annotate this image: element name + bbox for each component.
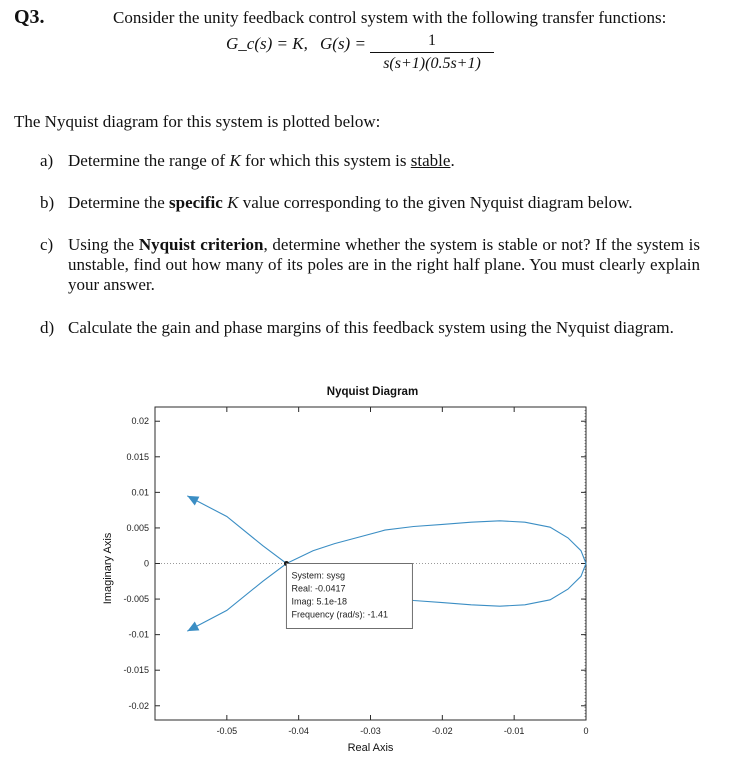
part-b-label: b) <box>40 193 55 212</box>
equation-g-lhs: G(s) = <box>320 34 366 53</box>
part-c-label: c) <box>40 235 54 254</box>
x-tick-label: -0.03 <box>360 726 381 736</box>
part-d-label: d) <box>40 318 55 337</box>
part-d <box>40 318 700 338</box>
part-a <box>40 151 700 171</box>
x-axis-label: Real Axis <box>347 742 394 754</box>
x-tick-label: -0.04 <box>288 726 309 736</box>
y-tick-label: 0 <box>143 558 149 569</box>
question-statement: Consider the unity feedback control system with the following transfer functions: <box>113 8 667 27</box>
x-tick-label: -0.05 <box>216 726 238 736</box>
part-b <box>40 193 700 213</box>
datatip-line: Frequency (rad/s): -1.41 <box>291 609 389 620</box>
y-tick-label: -0.01 <box>128 629 149 640</box>
part-a-label: a) <box>40 151 54 170</box>
x-tick-label: -0.02 <box>432 726 453 736</box>
y-tick-label: -0.02 <box>128 700 149 711</box>
datatip-line: Real: -0.0417 <box>291 583 346 594</box>
y-tick-label: 0.005 <box>126 522 149 533</box>
datatip <box>284 561 413 629</box>
tf-numerator: 1 <box>428 32 436 49</box>
question-number: Q3. <box>14 6 45 28</box>
fraction-bar <box>370 52 494 53</box>
datatip-line: System: sysg <box>291 570 345 581</box>
y-tick-label: 0.02 <box>131 416 149 427</box>
datatip-line: Imag: 5.1e-18 <box>291 596 348 607</box>
part-c <box>40 235 700 295</box>
y-tick-label: -0.005 <box>123 594 149 605</box>
x-tick-label: 0 <box>583 726 589 736</box>
part-b-text: Determine the specific K value corresponding to the given Nyquist diagram below. <box>68 193 633 212</box>
chart-title: Nyquist Diagram <box>326 386 419 398</box>
tf-denominator: s(s+1)(0.5s+1) <box>383 55 481 72</box>
y-tick-label: 0.01 <box>131 487 149 498</box>
nyquist-chart <box>0 370 732 767</box>
y-tick-label: 0.015 <box>126 451 149 462</box>
y-axis-label: Imaginary Axis <box>102 532 114 605</box>
part-a-text: Determine the range of K for which this system is stable. <box>68 151 455 170</box>
part-c-text: Using the Nyquist criterion, determine whether the system is stable or not? If the system is unstable, find out how many of its poles are in the right half plane. You must clearly explain your answer. <box>68 235 700 294</box>
nyquist-intro: The Nyquist diagram for this system is plotted below: <box>14 112 381 131</box>
y-tick-label: -0.015 <box>123 665 149 676</box>
part-d-text: Calculate the gain and phase margins of this feedback system using the Nyquist diagram. <box>68 318 674 337</box>
x-tick-label: -0.01 <box>503 726 525 736</box>
equation-gc: G_c(s) = K, <box>226 34 308 53</box>
transfer-function-fraction <box>370 32 494 73</box>
nyquist-curve-positive <box>187 496 586 564</box>
